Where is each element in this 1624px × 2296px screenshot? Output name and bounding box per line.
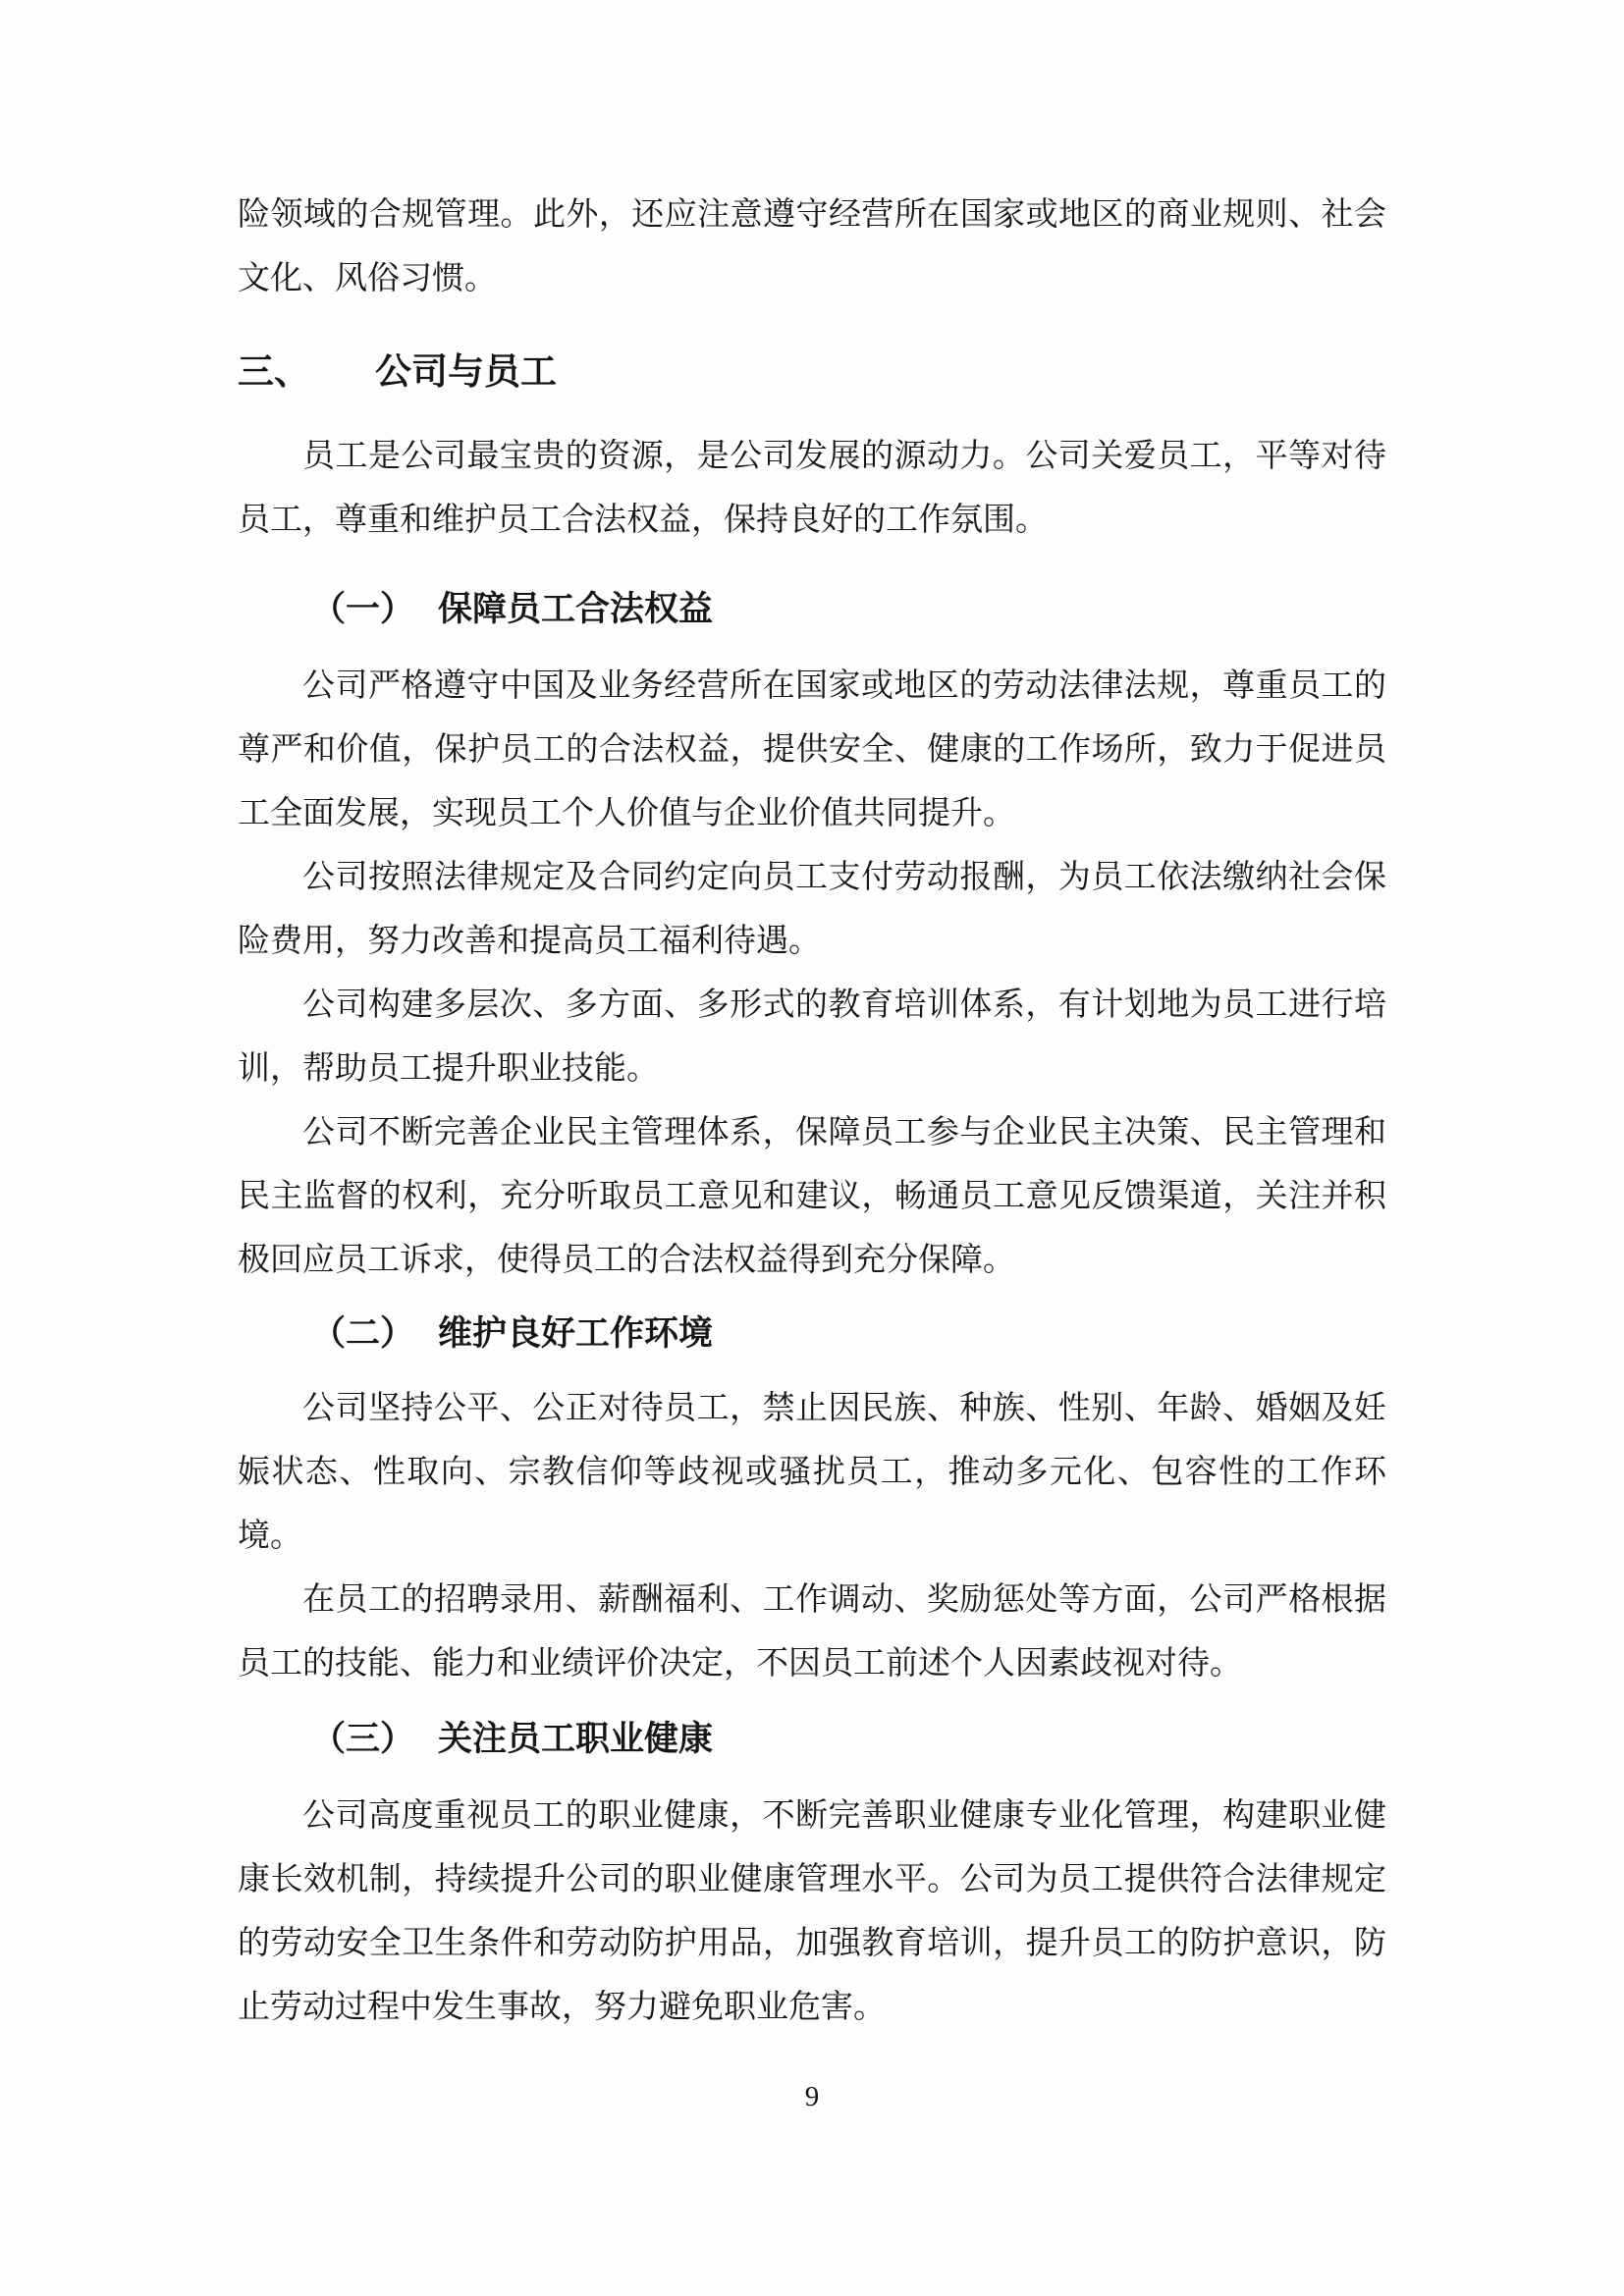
paragraph: 公司按照法律规定及合同约定向员工支付劳动报酬，为员工依法缴纳社会保险费用，努力改善和提高员工福利待遇。	[238, 860, 1386, 959]
section-3-title: 关注员工职业健康	[438, 1720, 714, 1758]
paragraph: 公司不断完善企业民主管理体系，保障员工参与企业民主决策、民主管理和民主监督的权利，充分听取员工意见和建议，畅通员工意见反馈渠道，关注并积极回应员工诉求，使得员工的合法权益得到充分保障。	[238, 1115, 1386, 1278]
chapter-title: 公司与员工	[375, 352, 557, 393]
paragraph-continuation: 险领域的合规管理。此外，还应注意遵守经营所在国家或地区的商业规则、社会文化、风俗习惯。	[238, 197, 1386, 296]
chapter-number: 三、	[238, 352, 310, 393]
section-2-title: 维护良好工作环境	[438, 1314, 714, 1353]
section-1-title: 保障员工合法权益	[438, 590, 714, 628]
paragraph: 公司构建多层次、多方面、多形式的教育培训体系，有计划地为员工进行培训，帮助员工提升职业技能。	[238, 988, 1386, 1087]
section-1-number: （一）	[311, 590, 415, 628]
section-3-number: （三）	[311, 1720, 415, 1758]
section-2-heading	[311, 1302, 1386, 1365]
paragraph: 公司严格遵守中国及业务经营所在国家或地区的劳动法律法规，尊重员工的尊严和价值，保护员工的合法权益，提供安全、健康的工作场所，致力于促进员工全面发展，实现员工个人价值与企业价值共同提升。	[238, 668, 1386, 831]
section-1-heading	[311, 577, 1386, 641]
page-number: 9	[804, 2081, 820, 2112]
section-3-heading	[311, 1707, 1386, 1771]
body-text	[238, 184, 1386, 2040]
paragraph: 在员工的招聘录用、薪酬福利、工作调动、奖励惩处等方面，公司严格根据员工的技能、能力和业绩评价决定，不因员工前述个人因素歧视对待。	[238, 1582, 1386, 1682]
chapter-heading	[238, 341, 1386, 404]
paragraph: 公司高度重视员工的职业健康，不断完善职业健康专业化管理，构建职业健康长效机制，持续提升公司的职业健康管理水平。公司为员工提供符合法律规定的劳动安全卫生条件和劳动防护用品，加强教育培训，提升员工的防护意识，防止劳动过程中发生事故，努力避免职业危害。	[238, 1798, 1386, 2025]
section-2-number: （二）	[311, 1314, 415, 1353]
chapter-intro-paragraph: 员工是公司最宝贵的资源，是公司发展的源动力。公司关爱员工，平等对待员工，尊重和维护员工合法权益，保持良好的工作氛围。	[238, 439, 1386, 538]
paragraph: 公司坚持公平、公正对待员工，禁止因民族、种族、性别、年龄、婚姻及妊娠状态、性取向、宗教信仰等歧视或骚扰员工，推动多元化、包容性的工作环境。	[238, 1391, 1386, 1554]
